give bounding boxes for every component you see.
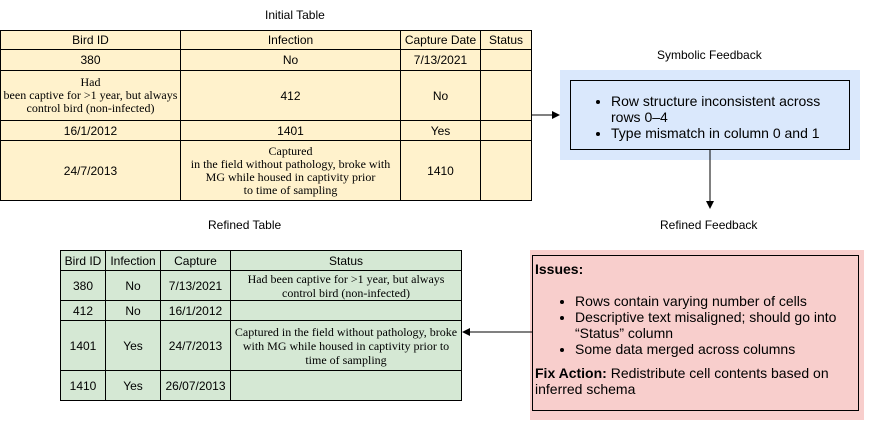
- column-header: Capture: [161, 251, 231, 271]
- table-cell: 1410: [61, 371, 106, 401]
- list-item: • Rows contain varying number of cells: [575, 293, 856, 309]
- table-cell: 380: [61, 271, 106, 301]
- table-cell: 1410: [401, 141, 481, 201]
- column-header: Infection: [181, 31, 401, 50]
- column-header: Status: [481, 31, 532, 50]
- table-cell: 380: [1, 50, 181, 71]
- issues-label: Issues:: [535, 261, 584, 277]
- table-cell: Yes: [106, 321, 161, 371]
- initial-table-title: Initial Table: [265, 8, 325, 22]
- table-cell: Yes: [106, 371, 161, 401]
- fix-action-text: Redistribute cell contents based on inferred schema: [535, 365, 829, 397]
- table-cell: Had been captive for >1 year, but always control bird (non-infected): [1, 71, 181, 121]
- column-header: Status: [231, 251, 462, 271]
- table-cell: 24/7/2013: [161, 321, 231, 371]
- table-cell: 24/7/2013: [1, 141, 181, 201]
- table-cell: 16/1/2012: [161, 301, 231, 321]
- table-cell: 7/13/2021: [401, 50, 481, 71]
- refined-table-title: Refined Table: [208, 218, 282, 232]
- list-item: • Row structure inconsistent across rows 0–4: [611, 93, 849, 125]
- column-header: Bird ID: [1, 31, 181, 50]
- table-cell: No: [106, 271, 161, 301]
- column-header: Capture Date: [401, 31, 481, 50]
- column-header: Bird ID: [61, 251, 106, 271]
- table-cell: 7/13/2021: [161, 271, 231, 301]
- table-cell: Captured in the field without pathology, broke with MG while housed in captivity prior to time of sampling: [181, 141, 401, 201]
- table-cell: Had been captive for >1 year, but always control bird (non-infected): [231, 271, 462, 301]
- table-cell: Captured in the field without pathology, broke with MG while housed in captivity prior to time of sampling: [231, 321, 462, 371]
- table-cell: 412: [181, 71, 401, 121]
- list-item: • Some data merged across columns: [575, 341, 856, 357]
- table-cell: 412: [61, 301, 106, 321]
- refined-feedback-title: Refined Feedback: [660, 218, 758, 232]
- fix-action-label: Fix Action:: [535, 365, 607, 381]
- list-item: • Type mismatch in column 0 and 1: [611, 125, 849, 141]
- table-cell: 26/07/2013: [161, 371, 231, 401]
- symbolic-feedback-title: Symbolic Feedback: [657, 48, 762, 62]
- table-cell: Yes: [401, 121, 481, 141]
- table-cell: 16/1/2012: [1, 121, 181, 141]
- table-cell: No: [401, 71, 481, 121]
- column-header: Infection: [106, 251, 161, 271]
- table-cell: No: [181, 50, 401, 71]
- table-cell: No: [106, 301, 161, 321]
- list-item: • Descriptive text misaligned; should go into “Status” column: [575, 309, 856, 341]
- table-cell: 1401: [61, 321, 106, 371]
- table-cell: 1401: [181, 121, 401, 141]
